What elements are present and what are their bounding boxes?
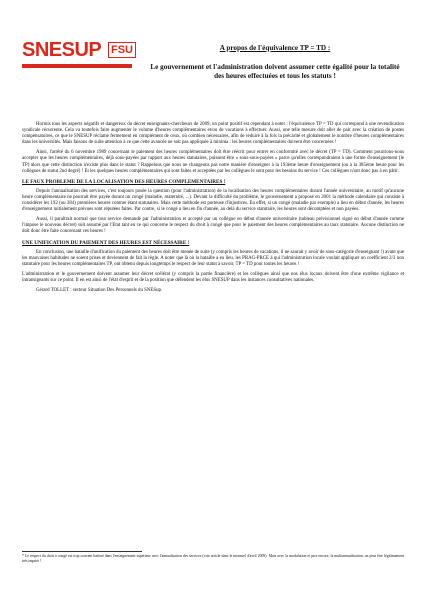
paragraph-arrete: Ainsi, l'arrêté du 6 novembre 1989 concernant le paiement des heures complémentaires doit être réécrit pour entrer en conformité avec le décret (TP = TD). Comment pourrions-nous accepter que les heures complémentaires, déjà sous-payées par rapport aux heures statutaires, puissent être « sous-sous-payées » parce qu'elles correspondraient à une forme d'enseignement (le TP) alors que cette distinction n'existe plus dans le statut ? Rappelons que nous ne changeons pas notre manière d'enseigner à la 193ème heure d'enseignement (ou à la 385ème heure pour les collègues de statut 2nd degré) ! Et les quelques heures complémentaires qui sont faites et acceptées par les collègues le sont pour les besoins du service ! Ces collègues n'ont donc pas à en pâtir. bbox=[22, 150, 404, 174]
document-header bbox=[150, 44, 400, 81]
document-title: A propos de l'équivalence TP = TD : bbox=[219, 44, 331, 52]
paragraph-conclusion: En conclusion, une bataille d'unification du paiement des heures doit être menée de suite (y compris les heures de vacations, il ne saurait y avoir de sous-catégorie d'enseignant !) avant que les mauvaises habitudes ne soient prises et deviennent de fait la règle. A noter que là où la bataille a eu lieu, les PRAG-PRCE à qui l'administration locale voulait appliquer un coefficient 2/3 non statutaire pour les heures complémentaires TP, ont obtenu depuis longtemps le respect de leur statut à savoir, TP = TD pour toutes les heures ! bbox=[22, 249, 404, 267]
paragraph-annualisation: Depuis l'annualisation des services, c'est toujours posée la question (pour l'administration) de la localisation des heures complémentaires durant l'année universitaire, au motif qu'aucune heure complémentaire ne pourrait être payée durant un congé (maladie, maternité, ...). Devant la difficulté du problème, le gouvernement a proposé en 2001 la méthode calendaire qui consiste à considérer les 192 (ou 384) premières heures comme étant statutaires. Mais cette méthode est porteuse d'injustices. En effet, si un congé (maladie par exemple) a lieu en début d'année, les heures d'enseignement initialement prévues sont réputées faites. Par contre, si le congé a lieu en fin d'année, au delà du service statutaire, les heures sont décomptées et non payées. bbox=[22, 188, 404, 213]
paragraph-intro: Hormis tous les aspects négatifs et dangereux du décret enseignants-chercheurs de 2009, un point positif est cependant à noter : l'équivalence TP = TD qui correspond à une revendication syndicale récurrente. Cela va toutefois faire augmenter le volume d'heures complémentaires et/ou de vacations à effectuer. Aussi, une telle mesure doit aller de pair avec la création de postes compensatoires, ce que le SNESUP réclame fermement en complément de ceux, où combien nécessaires, afin de réduire à la fois la précarité et globalement le nombre d'heures complémentaires dans les universités. Mais faisons de suite attention à ce que cette avancée ne soit pas appliquée à minima : les heures complémentaires doivent être concernées ! bbox=[22, 122, 404, 146]
logo-fsu-badge: FSU bbox=[108, 42, 136, 58]
section-heading-localisation: LE FAUX PROBLEME DE LA LOCALISATION DES HEURES COMPLEMENTAIRES ! bbox=[22, 178, 226, 185]
footnote-divider bbox=[22, 551, 142, 552]
section-heading-unification: UNE UNIFICATION DU PAIEMENT DES HEURES EST NÉCESSAIRE ! bbox=[22, 239, 190, 246]
signature: Gérard TOLLET : secteur Situation Des Personnels du SNESup. bbox=[36, 288, 163, 294]
paragraph-administration: L'administration et le gouvernement doivent assumer leur décret scélérat (y compris la partie financière) et les collègues ainsi que nos élus locaux doivent être d'une extrême vigilance et intransigeants sur ce point. Il en est ainsi de l'état d'esprit et de la position que défendent les élus SNESUP dans les instances consultatives nationales. bbox=[22, 271, 404, 283]
logo-underline bbox=[22, 64, 132, 68]
logo-wordmark: SNESUP bbox=[22, 39, 102, 61]
paragraph-service: Aussi, il paraîtrait normal que tout service demandé par l'administration et accepté par un collègue en début d'année universitaire (tableau prévisionnel signé en début d'année comme l'impose le nouveau décret) soit assumé par l'Etat tant en ce qui concerne le respect du droit à congé que pour le paiement des heures complémentaires au taux statutaire. Aucune distinction ne doit donc être faite concernant ces heures ! bbox=[22, 217, 404, 235]
document-subtitle: Le gouvernement et l'administration doivent assumer cette égalité pour la totalité des heures effectuées et tous les statuts ! bbox=[150, 63, 400, 80]
snesup-logo bbox=[22, 38, 134, 78]
document-body bbox=[22, 122, 404, 298]
footnote: * Le respect du droit à congé est trop souvent bafoué dans l'enseignement supérieur avec l'annualisation des services (voir article dans le mensuel d'avril 2009). Mais avec la modulation et pire encore, la multiannualisation, on peut être légitimement très inquiet ! bbox=[22, 554, 404, 563]
